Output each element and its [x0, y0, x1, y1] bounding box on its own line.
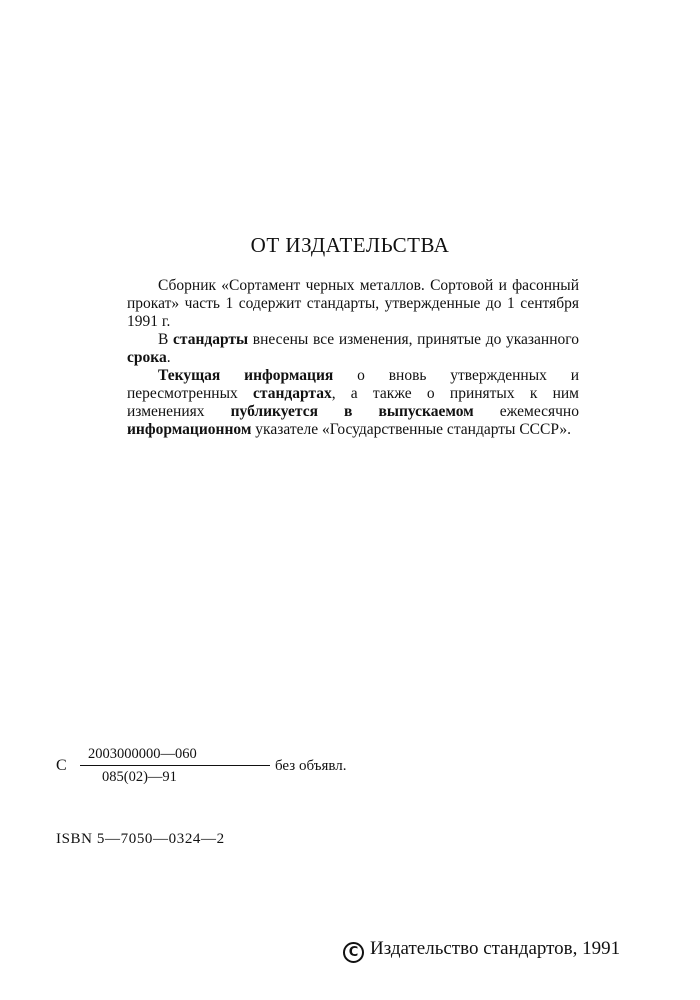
- publisher-note-body: [127, 277, 579, 439]
- copyright-text: Издательство стандартов, 1991: [370, 938, 621, 959]
- imprint-note: без объявл.: [275, 758, 347, 774]
- isbn-line: ISBN 5—7050—0324—2: [56, 831, 225, 847]
- text-run: , а также о принятых к ним изменениях: [127, 385, 579, 420]
- page-heading: ОТ ИЗДАТЕЛЬСТВА: [250, 233, 450, 257]
- text-run: публикуется в выпускаемом: [230, 403, 474, 420]
- publication-imprint-code: [56, 744, 356, 794]
- text-run: В: [158, 331, 174, 348]
- paragraph-current-information: [127, 367, 579, 439]
- imprint-numerator: 2003000000—060: [88, 746, 197, 762]
- text-run: Сборник «Сортамент черных металлов. Сортовой и фасонный прокат» часть 1 содержит стандарты, утвержденные до 1 сентября 1991 г.: [127, 277, 579, 330]
- imprint-denominator: 085(02)—91: [102, 769, 177, 785]
- text-run: о вновь утвержденных и пересмотренных: [127, 367, 580, 402]
- text-run: стандарты: [173, 331, 249, 348]
- text-run: стандартах: [253, 385, 332, 402]
- fraction-bar: [80, 765, 270, 766]
- paragraph-changes-included: [127, 331, 579, 367]
- imprint-letter: С: [56, 757, 67, 774]
- text-run: информационном: [127, 421, 252, 438]
- text-run: Текущая информация: [158, 367, 334, 384]
- text-run: указателе «Государственные стандарты СССР».: [251, 421, 571, 438]
- text-run: срока: [127, 349, 167, 366]
- copyright-icon: C: [343, 942, 364, 963]
- imprint-fraction: [80, 744, 270, 787]
- text-run: ежемесячно: [473, 403, 579, 420]
- text-run: внесены все изменения, принятые до указанного: [248, 331, 579, 348]
- paragraph-collection-description: [127, 277, 579, 331]
- copyright-line: [343, 938, 620, 963]
- text-run: .: [166, 349, 171, 366]
